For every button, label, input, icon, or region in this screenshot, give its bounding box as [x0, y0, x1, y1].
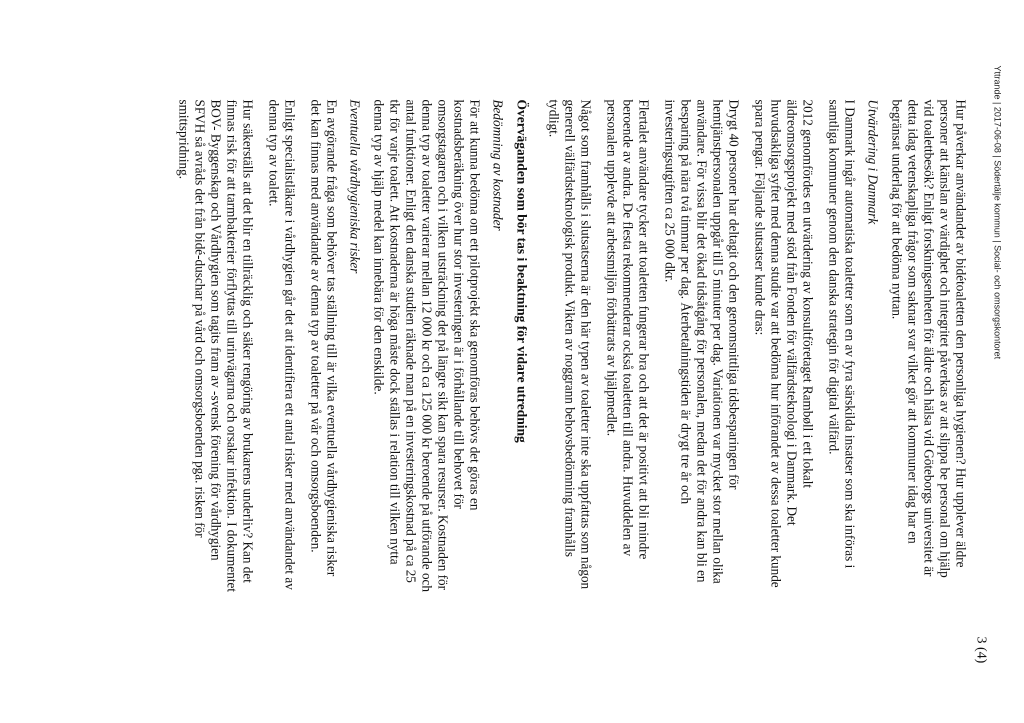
paragraph-ramboll-evaluation: 2012 genomfördes en utvärdering av konsultföretaget Rambøll i ett lokalt äldreomsorgsprojekt med stöd från Fonden för välfärdsteknologi i Danmark. Det huvudsakliga syftet med denna studie var att bedöma hur införandet av dessa toaletter kunde spara pengar. Följande slutsatser kunde dras:	[752, 99, 815, 588]
paragraph-specialist-opinion: Enligt specialistläkare i vårdhygien går det att identifiera ett antal risker med användandet av denna typ av toalett.	[266, 99, 297, 590]
page-number: 3 (4)	[973, 636, 988, 663]
document-header-meta: Yttrande | 2017-06-08 | Södertälje kommun | Social- och omsorgskontoret	[992, 65, 1002, 359]
paragraph-conclusions: Något som framhålls i slutsatserna är den här typen av toaletter inte ska uppfattas som någon generell välfärdsteknologisk produkt. Vikten av noggrann behovsbedömning framhålls tydligt.	[546, 99, 593, 589]
paragraph-hygiene-questions: Hur påverkar användandet av bidétoaletten den personliga hygienen? Hur upplever äldre personer att känslan av värdighet och integritet påverkas av att slippa be personal om hjälp vid toalettbesök? Enligt forskningsenheten för äldre och hälsa vid Göteborgs universitet är detta idag vetenskapliga frågor som saknar svar vilket gör att kommuner idag har en begränsat underlag för att bedöma nyttan.	[889, 99, 968, 578]
paragraph-hygiene-risk-question: En avgörande fråga som behöver tas ställning till är vilka eventuella vårdhygieniska risker det kan finnas med användande av denna typ av toaletter på vår och omsorgsboenden.	[308, 99, 339, 576]
section-heading-considerations: Överväganden som bör tas i beaktning för vidare utredning	[514, 99, 529, 443]
paragraph-denmark-strategy: I Danmark ingår automatiska toaletter som en av fyra särskilda insatser som ska införas i samtliga kommuner genom den danska strategin för digital välfärd.	[826, 99, 857, 568]
subheading-hygiene-risks: Eventuella vårdhygieniska risker	[347, 99, 362, 273]
subheading-cost-assessment: Bedömning av kostnader	[490, 99, 505, 231]
paragraph-cost-calculation: För att kunna bedöma om ett pilotprojekt ska genomföras behövs det göras en kostnadsberäkning över hur stor investeringen är i förhållande till behovet för omsorgstagaren och i vilken utsträckning det på längre sikt kan spara resurser. Kostnaden för denna typ av toaletter varierar mellan 12 000 kr och ca 125 000 kr beroende på utförande och antal funktioner. Enligt den danska studien räknade man på en investeringskostnad på ca 25 tkr för varje toalett. Att kostnaderna är höga måste dock ställas i relation till vilken nytta denna typ av hjälp medel kan innebära för den enskilde.	[371, 99, 482, 592]
subheading-denmark-evaluation: Utvärdering i Danmark	[865, 99, 880, 224]
document-body	[175, 99, 968, 593]
paragraph-time-savings: Drygt 40 personer har deltagit och den genomsnittliga tidsbesparingen för hemtjänstpersonalen uppgår till 5 minuter per dag. Variationen var mycket stor mellan olika användare. För vissa blir det ökad tidsåtgång för personalen, medan det för andra kan bli en besparing på nära två timmar per dag. Återbetalningstiden är drygt tre år och investeringsutgiften ca 25 000 dkr.	[662, 99, 741, 584]
paragraph-user-experience: Flertalet användare tycker att toaletten fungerar bra och att det är positivt att bli mindre beroende av andra. De flesta rekommenderar också toaletten till andra. Huvuddelen av personalen upplevde att arbetsmiljön förbättrats av hjälpmedlet.	[604, 99, 651, 559]
paragraph-cleaning-risks: Hur säkerställs att det blir en tillräcklig och säker rengöring av brukarens underliv? Kan det finnas risk för att tarmbakterier förflyttas till urinvägarna och orsakar infektion. I dokumentet BOV- Byggenskap och Vårdhygien som tagits fram av -svensk förening för vårdhygien SFVH så avråds det från bidé-duschar på vård och omsorgsboenden pga. risken för smittspridning.	[176, 99, 255, 592]
